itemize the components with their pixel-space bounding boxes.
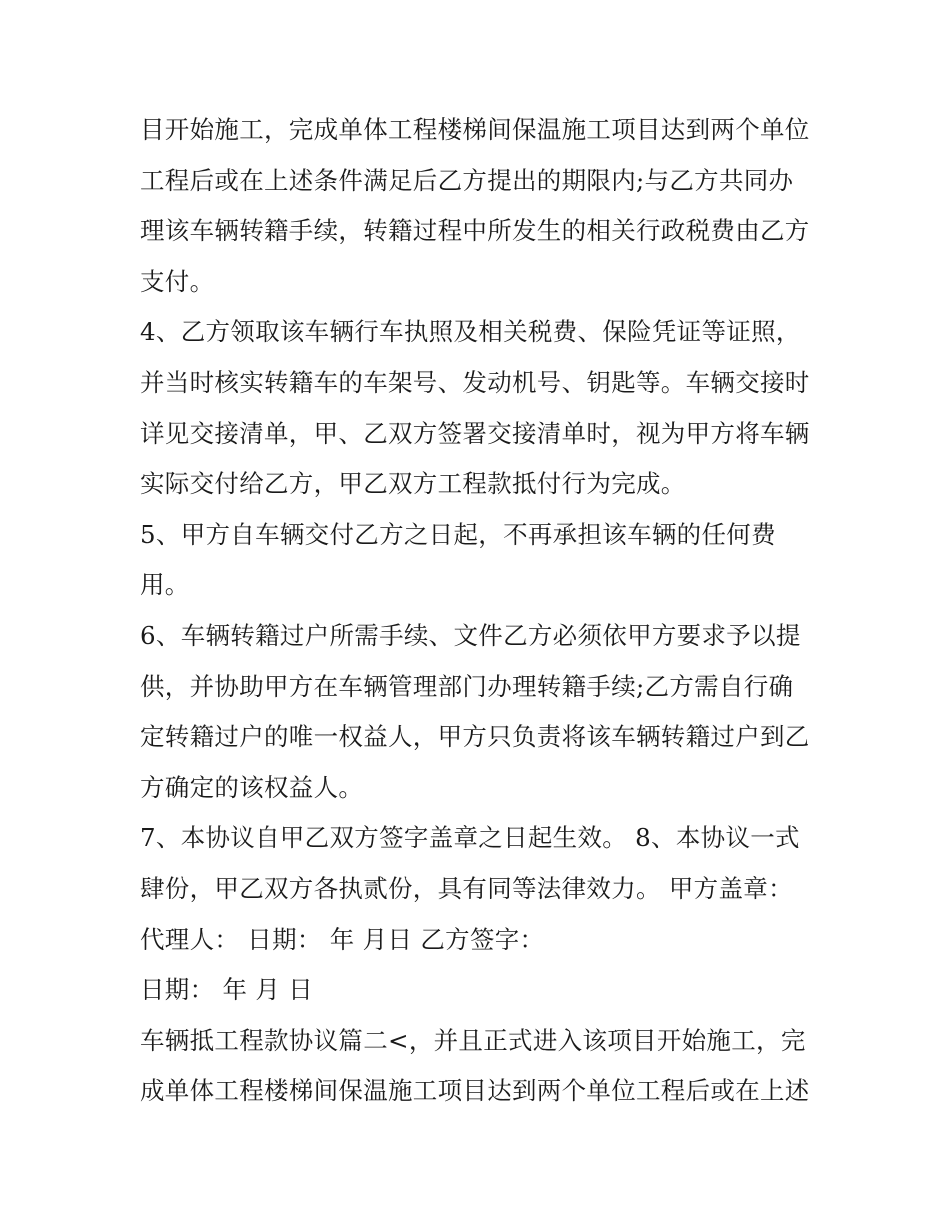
text-line: 7、本协议自甲乙双方签字盖章之日起生效。 8、本协议一式	[140, 823, 800, 853]
text-line: 6、车辆转籍过户所需手续、文件乙方必须依甲方要求予以提	[140, 620, 801, 650]
text-line: 代理人： 日期： 年 月日 乙方签字：	[140, 924, 545, 954]
text-line: 4、乙方领取该车辆行车执照及相关税费、保险凭证等证照，	[140, 317, 801, 347]
text-line: 定转籍过户的唯一权益人，甲方只负责将该车辆转籍过户到乙	[140, 722, 810, 752]
text-line: 日期： 年 月 日	[140, 975, 314, 1005]
document-body	[140, 105, 820, 1117]
text-line: 用。	[140, 570, 190, 600]
text-line: 5、甲方自车辆交付乙方之日起，不再承担该车辆的任何费	[140, 519, 776, 549]
text-line: 成单体工程楼梯间保温施工项目达到两个单位工程后或在上述	[140, 1076, 810, 1106]
text-line: 车辆抵工程款协议篇二<，并且正式进入该项目开始施工，完	[140, 1025, 806, 1055]
text-line: 实际交付给乙方，甲乙双方工程款抵付行为完成。	[140, 469, 686, 499]
text-line: 并当时核实转籍车的车架号、发动机号、钥匙等。车辆交接时	[140, 367, 810, 397]
text-line: 肆份，甲乙双方各执贰份，具有同等法律效力。 甲方盖章：	[140, 873, 793, 903]
text-line: 详见交接清单，甲、乙双方签署交接清单时，视为甲方将车辆	[140, 418, 810, 448]
text-line: 方确定的该权益人。	[140, 772, 364, 802]
text-line: 目开始施工，完成单体工程楼梯间保温施工项目达到两个单位	[140, 115, 810, 144]
text-line: 工程后或在上述条件满足后乙方提出的期限内;与乙方共同办	[140, 165, 794, 195]
text-line: 理该车辆转籍手续，转籍过程中所发生的相关行政税费由乙方	[140, 216, 810, 246]
text-line: 供，并协助甲方在车辆管理部门办理转籍手续;乙方需自行确	[140, 671, 794, 701]
text-line: 支付。	[140, 266, 215, 296]
